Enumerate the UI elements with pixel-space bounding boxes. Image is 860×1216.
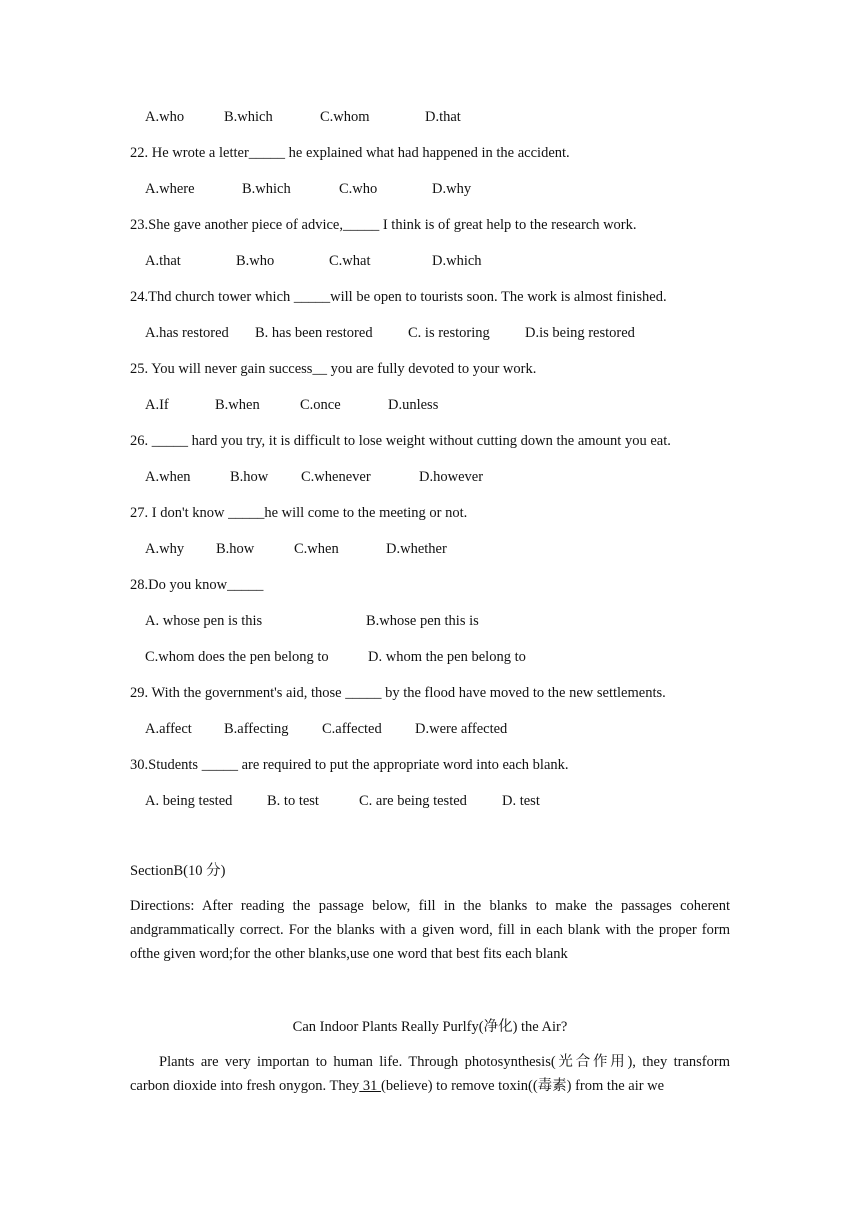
q30-option-d: D. test: [502, 793, 540, 809]
q23-option-d: D.which: [432, 253, 482, 269]
q28-stem: 28.Do you know_____: [130, 577, 264, 593]
q27-options: [145, 540, 745, 558]
q30-option-b: B. to test: [267, 793, 319, 809]
q22-options: [145, 180, 745, 198]
q30-stem: 30.Students _____ are required to put the appropriate word into each blank.: [130, 757, 569, 773]
q30-option-a: A. being tested: [145, 793, 233, 809]
blank-31: 31: [359, 1078, 382, 1094]
q24-options: [145, 324, 745, 342]
q28-options-row2: [145, 648, 745, 666]
q29-option-c: C.affected: [322, 721, 382, 737]
q28-option-d: D. whom the pen belong to: [368, 649, 526, 665]
q23-stem: 23.She gave another piece of advice,_____ I think is of great help to the research work.: [130, 217, 637, 233]
q27-option-c: C.when: [294, 541, 339, 557]
q28-option-c: C.whom does the pen belong to: [145, 649, 329, 665]
q27-option-b: B.how: [216, 541, 255, 557]
q25-options: [145, 396, 745, 414]
q23-option-c: C.what: [329, 253, 371, 269]
q26-stem: 26. _____ hard you try, it is difficult to lose weight without cutting down the amount you eat.: [130, 433, 671, 449]
q24-option-c: C. is restoring: [408, 325, 490, 341]
q23-option-a: A.that: [145, 253, 181, 269]
section-b-directions: Directions: After reading the passage below, fill in the blanks to make the passages coherent andgrammatically correct. For the blanks with a given word, fill in each blank with the proper form ofthe given word;for the other blanks,use one word that best fits each blank: [130, 898, 730, 962]
q26-option-a: A.when: [145, 469, 191, 485]
q21-option-a: A.who: [145, 109, 185, 125]
q30-options: [145, 792, 745, 810]
q21-option-d: D.that: [425, 109, 461, 125]
q21-options: [145, 108, 745, 126]
passage-text-part1: Plants are very importan to human life. Through photosynthesis(光合作用), they transform carbon dioxide into fresh onygon. They: [130, 1054, 730, 1094]
q30-option-c: C. are being tested: [359, 793, 467, 809]
q28-option-a: A. whose pen is this: [145, 613, 263, 629]
q28-option-b: B.whose pen this is: [366, 613, 479, 629]
q24-stem: 24.Thd church tower which _____will be open to tourists soon. The work is almost finished.: [130, 289, 667, 305]
q29-option-b: B.affecting: [224, 721, 289, 737]
q21-option-c: C.whom: [320, 109, 370, 125]
q25-option-a: A.If: [145, 397, 169, 413]
q29-stem: 29. With the government's aid, those _____ by the flood have moved to the new settlements.: [130, 685, 666, 701]
q25-option-d: D.unless: [388, 397, 439, 413]
passage-text-part2: (believe) to remove toxin((毒素) from the air we: [381, 1078, 665, 1094]
q22-option-b: B.which: [242, 181, 291, 197]
q24-option-b: B. has been restored: [255, 325, 373, 341]
q27-stem: 27. I don't know _____he will come to the meeting or not.: [130, 505, 468, 521]
q24-option-d: D.is being restored: [525, 325, 635, 341]
q26-options: [145, 468, 745, 486]
q29-option-d: D.were affected: [415, 721, 508, 737]
q22-option-c: C.who: [339, 181, 378, 197]
q25-stem: 25. You will never gain success__ you are fully devoted to your work.: [130, 361, 537, 377]
q26-option-d: D.however: [419, 469, 484, 485]
q25-option-b: B.when: [215, 397, 260, 413]
q29-options: [145, 720, 745, 738]
q22-option-d: D.why: [432, 181, 472, 197]
q27-option-d: D.whether: [386, 541, 447, 557]
section-b-heading: SectionB(10 分): [130, 863, 226, 879]
q23-option-b: B.who: [236, 253, 275, 269]
q21-option-b: B.which: [224, 109, 273, 125]
q23-options: [145, 252, 745, 270]
q25-option-c: C.once: [300, 397, 341, 413]
q29-option-a: A.affect: [145, 721, 192, 737]
q26-option-b: B.how: [230, 469, 269, 485]
q22-option-a: A.where: [145, 181, 195, 197]
passage-paragraph: [130, 1050, 730, 1098]
passage-title: Can Indoor Plants Really Purlfy(净化) the Air?: [292, 1019, 568, 1035]
q27-option-a: A.why: [145, 541, 185, 557]
q24-option-a: A.has restored: [145, 325, 229, 341]
q22-stem: 22. He wrote a letter_____ he explained what had happened in the accident.: [130, 145, 570, 161]
q26-option-c: C.whenever: [301, 469, 371, 485]
q28-options-row1: [145, 612, 745, 630]
